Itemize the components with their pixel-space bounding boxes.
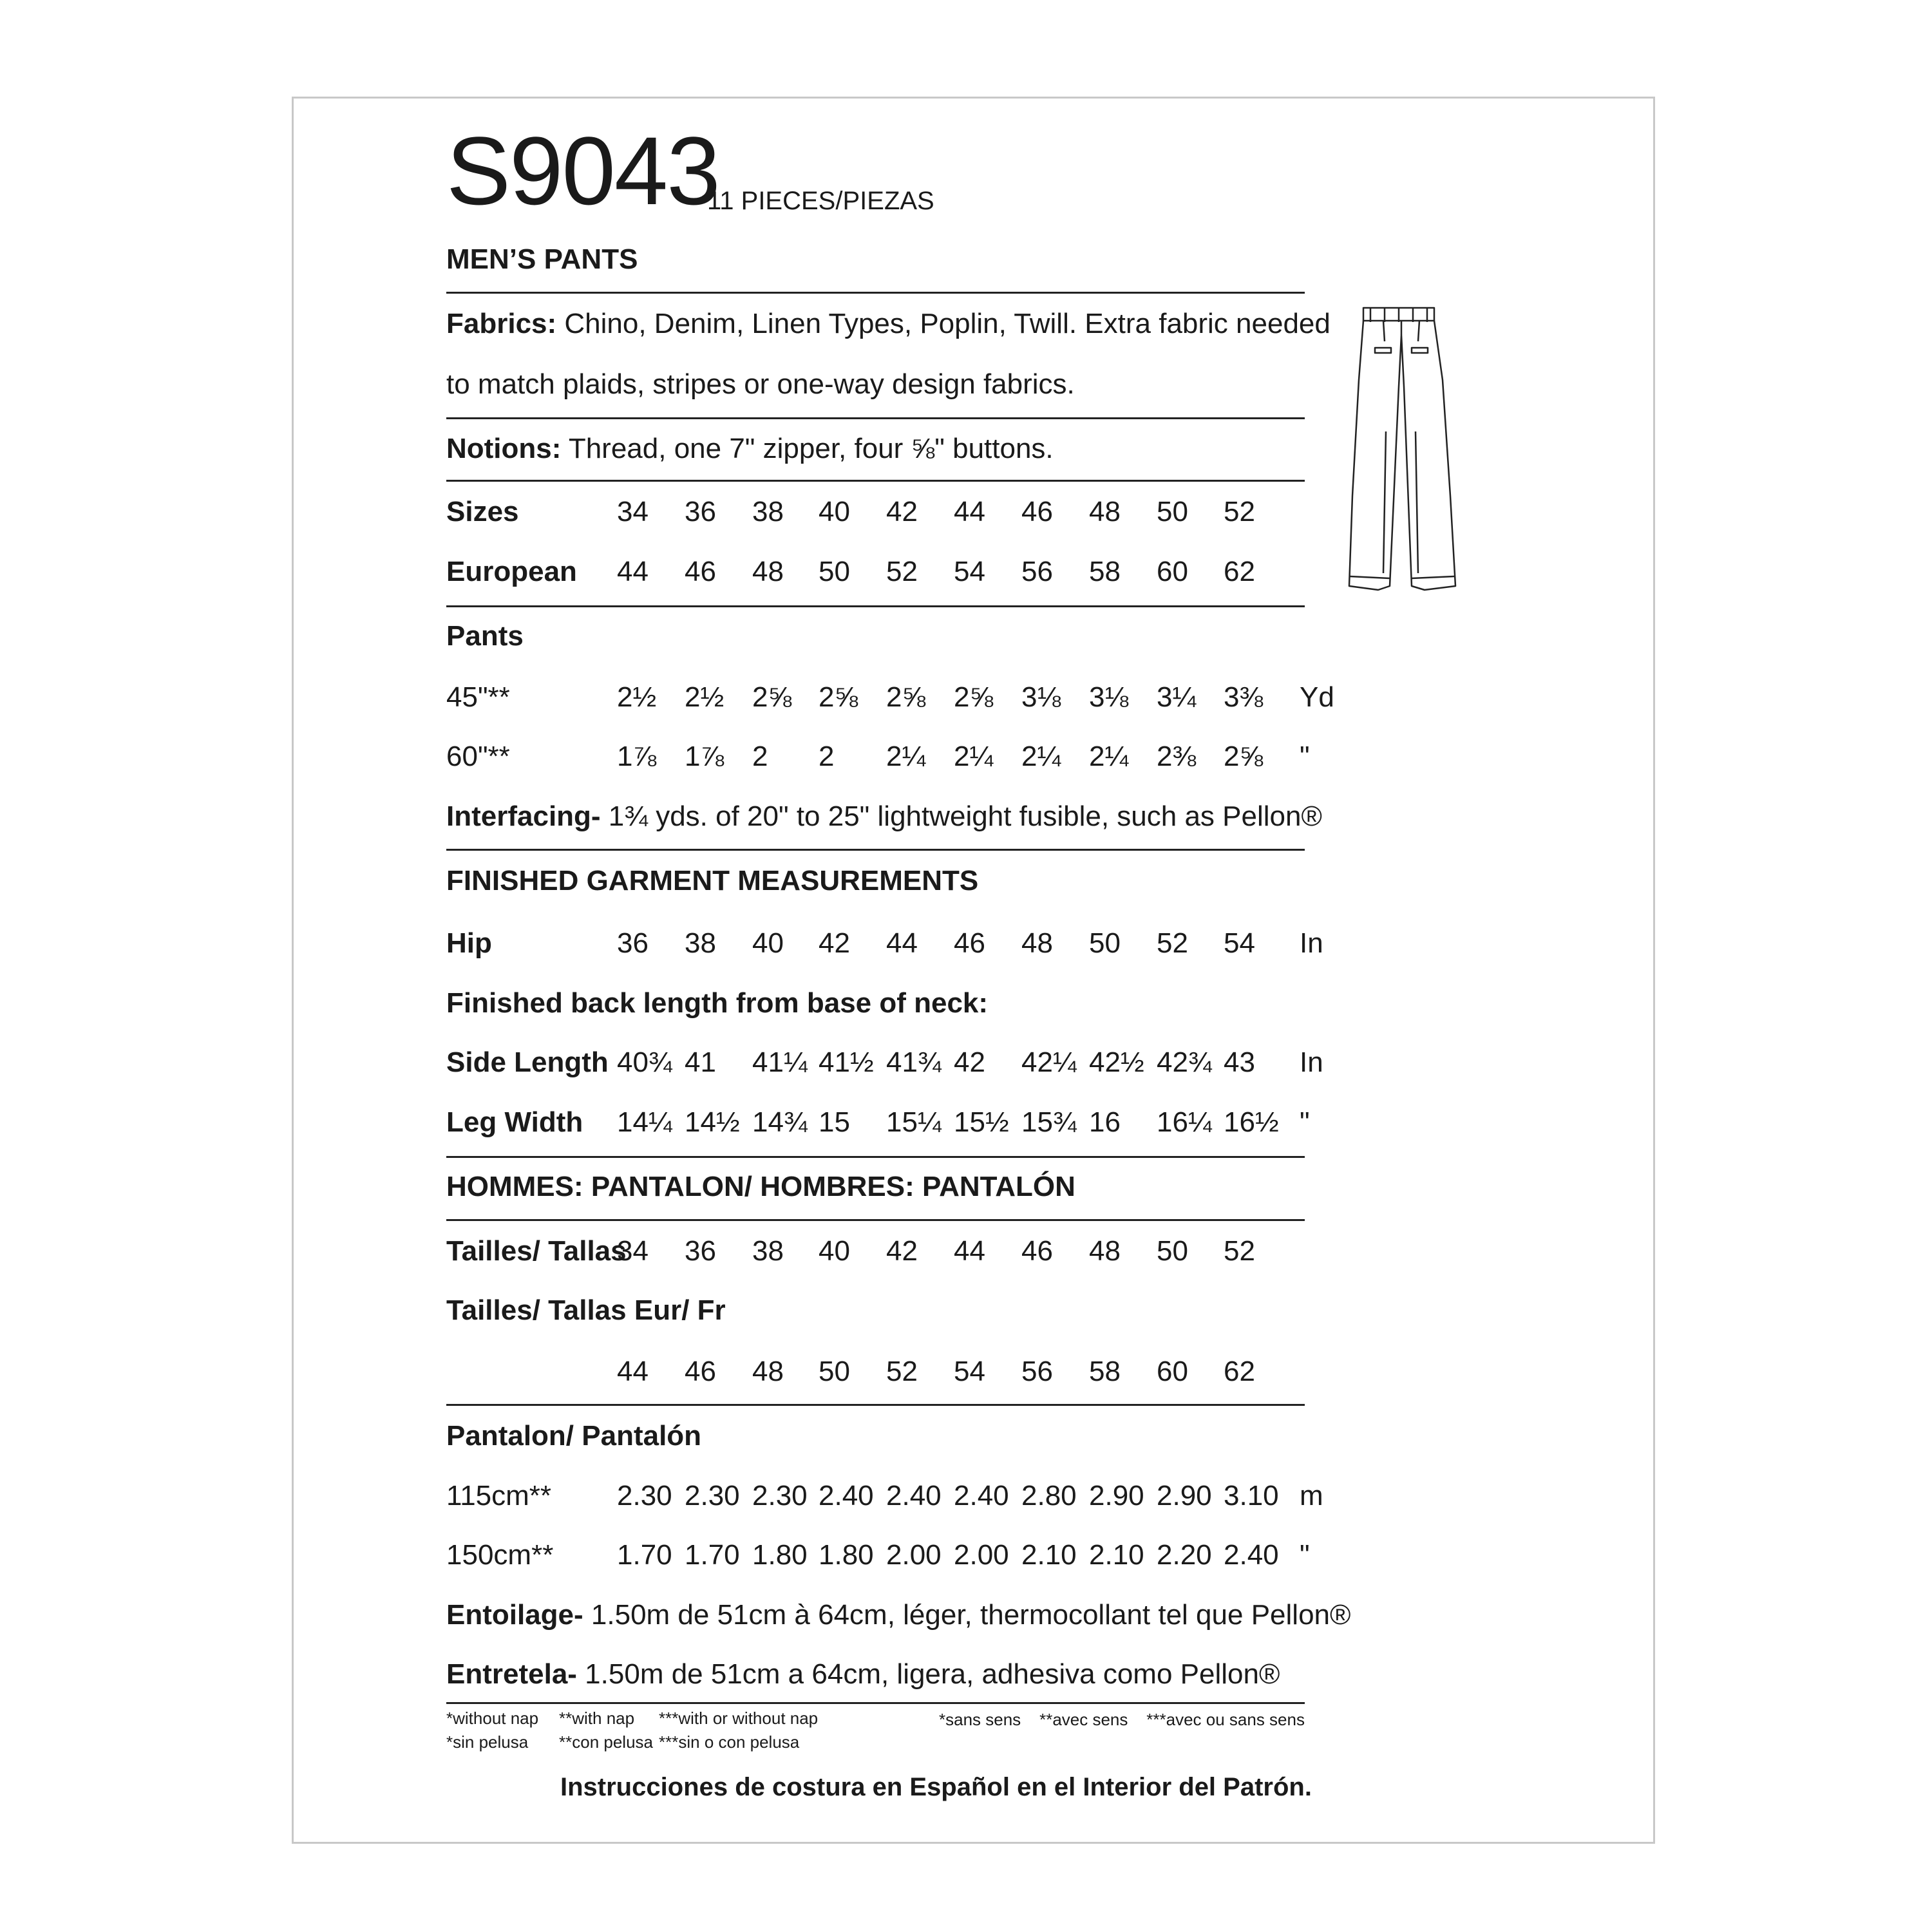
row-cell: 60 [1157,556,1188,587]
fabrics-line-1: Fabrics: Chino, Denim, Linen Types, Poplin, Twill. Extra fabric needed [446,308,1331,339]
row-cell: 42 [886,496,918,527]
row-label: Side Length [446,1046,609,1078]
row-cell: 40 [819,1235,850,1267]
row-cell: 2.90 [1089,1480,1144,1511]
row-cell: 50 [1089,927,1121,959]
row-cell: 3.10 [1224,1480,1279,1511]
leg-width-row [446,1106,1348,1145]
divider [446,1156,1305,1158]
row-cell: 2.00 [954,1539,1009,1571]
row-cell: 15 [819,1106,850,1138]
row-cell: 56 [1021,1356,1053,1387]
row-cell: 1⅞ [617,741,657,772]
row-cell: 2.00 [886,1539,942,1571]
row-cell: 2⅜ [1157,741,1197,772]
row-cell: 44 [886,927,918,959]
row-cell: 2.40 [819,1480,874,1511]
divider [446,417,1305,419]
row-label: 45"** [446,681,510,713]
row-cell: 48 [1089,496,1121,527]
row-cell: 52 [1224,1235,1255,1267]
row-cell: 48 [752,556,784,587]
row-label: Tailles/ Tallas [446,1235,627,1267]
row-cell: 41 [685,1046,716,1078]
row-cell: 46 [954,927,985,959]
divider [446,1404,1305,1406]
row-cell: 48 [1089,1235,1121,1267]
cm115-row [446,1480,1348,1519]
row-cell: 15¼ [886,1106,942,1138]
row-label: 115cm** [446,1480,552,1511]
divider [446,480,1305,482]
row-cell: 3⅜ [1224,681,1264,713]
row-cell: 1⅞ [685,741,724,772]
divider [446,292,1305,294]
row-cell: 16½ [1224,1106,1279,1138]
row-cell: 2¼ [1089,741,1129,772]
row-label: 60"** [446,741,510,772]
row-cell: 2.30 [685,1480,740,1511]
row-cell: 2½ [617,681,657,713]
row-cell: 48 [1021,927,1053,959]
row-cell: 46 [1021,496,1053,527]
row-cell: 1.70 [685,1539,740,1571]
row-cell: 58 [1089,1356,1121,1387]
footnote-es-1: *sin pelusa [446,1732,529,1752]
row-cell: 42 [886,1235,918,1267]
sizes-row [446,496,1348,535]
row-label: Hip [446,927,492,959]
row-cell: 52 [886,1356,918,1387]
row-cell: 2.30 [752,1480,808,1511]
row-cell: 2⅝ [752,681,792,713]
row-cell: 34 [617,1235,649,1267]
row-cell: 2⅝ [886,681,926,713]
page-title: MEN’S PANTS [446,243,638,275]
row-cell: 52 [1224,496,1255,527]
pieces-count: 11 PIECES/PIEZAS [707,187,934,215]
row-cell: 54 [954,556,985,587]
row-cell: 40 [752,927,784,959]
interfacing-line: Interfacing- 1¾ yds. of 20" to 25" lightweight fusible, such as Pellon® [446,800,1322,832]
row-cell: 2 [752,741,768,772]
row-cell: 16¼ [1157,1106,1212,1138]
row-cell: 44 [954,496,985,527]
row-cell: 2.40 [954,1480,1009,1511]
row-cell: 36 [685,496,716,527]
pantalon-heading: Pantalon/ Pantalón [446,1420,702,1452]
tailles-row [446,1235,1348,1274]
row-unit: In [1300,1046,1323,1078]
divider [446,1702,1305,1704]
row-cell: 42¼ [1021,1046,1077,1078]
row-cell: 2¼ [1021,741,1061,772]
row-cell: 50 [1157,1235,1188,1267]
row-cell: 1.70 [617,1539,672,1571]
row-cell: 2.10 [1089,1539,1144,1571]
row-cell: 62 [1224,1356,1255,1387]
row-cell: 50 [819,556,850,587]
row-cell: 44 [954,1235,985,1267]
row-cell: 62 [1224,556,1255,587]
row-cell: 54 [1224,927,1255,959]
row-cell: 40 [819,496,850,527]
footnote-en-3: ***with or without nap [659,1709,819,1728]
pants-illustration [1340,303,1468,599]
cm150-row [446,1539,1348,1578]
row-cell: 2 [819,741,835,772]
row-cell: 38 [752,1235,784,1267]
row-cell: 2.30 [617,1480,672,1511]
row-cell: 36 [617,927,649,959]
row-cell: 42 [954,1046,985,1078]
row-cell: 46 [685,556,716,587]
row-cell: 1.80 [752,1539,808,1571]
tailles-eur-row [446,1356,1348,1394]
row-cell: 41¾ [886,1046,942,1078]
row-cell: 38 [752,496,784,527]
row-cell: 38 [685,927,716,959]
row-cell: 52 [1157,927,1188,959]
row-cell: 46 [685,1356,716,1387]
row-cell: 15½ [954,1106,1009,1138]
footnote-en-2: **with nap [559,1709,635,1728]
row-cell: 48 [752,1356,784,1387]
row-unit: Yd [1300,681,1334,713]
row-unit: " [1300,1539,1310,1571]
row-cell: 36 [685,1235,716,1267]
row-cell: 52 [886,556,918,587]
row-cell: 15¾ [1021,1106,1077,1138]
row-cell: 3⅛ [1021,681,1061,713]
pants-heading: Pants [446,620,524,652]
row-cell: 44 [617,556,649,587]
row-label: Leg Width [446,1106,583,1138]
row-unit: m [1300,1480,1323,1511]
row-cell: 34 [617,496,649,527]
row-cell: 50 [1157,496,1188,527]
footnote-es-3: ***sin o con pelusa [659,1732,800,1752]
row-label: 150cm** [446,1539,554,1571]
row-cell: 54 [954,1356,985,1387]
footnote-fr: *sans sens **avec sens ***avec ou sans sens [939,1710,1305,1729]
divider [446,605,1305,607]
notions-line: Notions: Thread, one 7" zipper, four ⅝" buttons. [446,433,1054,464]
row-cell: 14¾ [752,1106,808,1138]
row-cell: 2.40 [886,1480,942,1511]
back-length-heading: Finished back length from base of neck: [446,987,989,1019]
row-cell: 42½ [1089,1046,1144,1078]
row-cell: 40¾ [617,1046,672,1078]
row-cell: 16 [1089,1106,1121,1138]
row-cell: 2.90 [1157,1480,1212,1511]
row-unit: " [1300,1106,1310,1138]
row-unit: In [1300,927,1323,959]
row-cell: 2⅝ [1224,741,1264,772]
row-cell: 42¾ [1157,1046,1212,1078]
row-cell: 43 [1224,1046,1255,1078]
row-cell: 44 [617,1356,649,1387]
row-cell: 14½ [685,1106,740,1138]
row-cell: 2.40 [1224,1539,1279,1571]
tailles-eur-heading: Tailles/ Tallas Eur/ Fr [446,1294,726,1326]
row-label: European [446,556,577,587]
row-cell: 14¼ [617,1106,672,1138]
row-cell: 58 [1089,556,1121,587]
row-unit: " [1300,741,1310,772]
row-cell: 42 [819,927,850,959]
row-cell: 2¼ [886,741,926,772]
footnote-es-2: **con pelusa [559,1732,653,1752]
row-cell: 3⅛ [1089,681,1129,713]
entretela-line: Entretela- 1.50m de 51cm a 64cm, ligera, adhesiva como Pellon® [446,1658,1280,1690]
hip-row [446,927,1348,966]
row-label: Sizes [446,496,519,527]
row-cell: 41¼ [752,1046,808,1078]
divider [446,849,1305,851]
spanish-instructions-note: Instrucciones de costura en Español en el Interior del Patrón. [560,1773,1312,1801]
row-cell: 2⅝ [819,681,858,713]
row-cell: 1.80 [819,1539,874,1571]
row-cell: 2.20 [1157,1539,1212,1571]
european-row [446,556,1348,594]
row-cell: 41½ [819,1046,874,1078]
side-length-row [446,1046,1348,1085]
row-cell: 46 [1021,1235,1053,1267]
row-cell: 2¼ [954,741,994,772]
row-cell: 2.10 [1021,1539,1077,1571]
pattern-number: S9043 [446,117,719,225]
pants-60-row [446,741,1348,779]
footnote-en-1: *without nap [446,1709,539,1728]
entoilage-line: Entoilage- 1.50m de 51cm à 64cm, léger, thermocollant tel que Pellon® [446,1599,1351,1631]
french-spanish-heading: HOMMES: PANTALON/ HOMBRES: PANTALÓN [446,1171,1075,1202]
row-cell: 56 [1021,556,1053,587]
row-cell: 60 [1157,1356,1188,1387]
row-cell: 2½ [685,681,724,713]
row-cell: 3¼ [1157,681,1197,713]
row-cell: 2⅝ [954,681,994,713]
divider [446,1219,1305,1221]
fabrics-line-2: to match plaids, stripes or one-way design fabrics. [446,368,1075,400]
row-cell: 2.80 [1021,1480,1077,1511]
row-cell: 50 [819,1356,850,1387]
pants-45-row [446,681,1348,720]
finished-measurements-heading: FINISHED GARMENT MEASUREMENTS [446,865,979,896]
